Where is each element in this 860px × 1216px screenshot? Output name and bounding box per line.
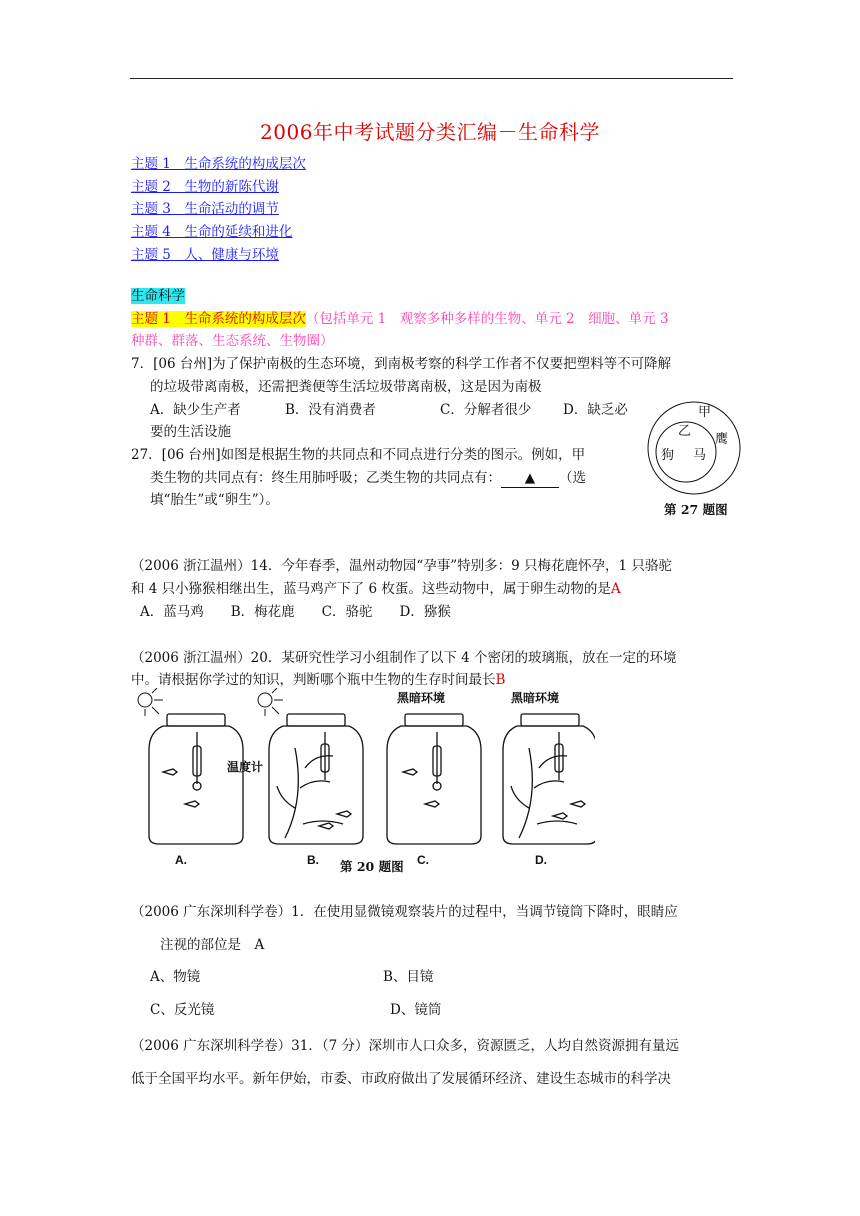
dark-label-c: 黑暗环境 (397, 691, 446, 705)
thermometer-label: 温度计 (227, 760, 264, 774)
jar-b (269, 714, 363, 844)
q27-line2-suffix: （选 (559, 470, 586, 486)
blank-triangle-mark: ▲ (524, 470, 536, 486)
section-label (131, 287, 185, 305)
jar-label-a: A. (175, 853, 187, 867)
q7-option-b: B．没有消费者 (285, 402, 376, 418)
topic-note-prefix: （包括 (305, 311, 347, 327)
section-label-text: 生命科学 (131, 288, 185, 304)
q7-line4: 要的生活设施 (150, 424, 231, 440)
q20-line2 (131, 671, 505, 689)
q7-line2: 的垃圾带离南极，还需把粪便等生活垃圾带离南极，这是因为南极 (150, 379, 542, 395)
jar-label-c: C. (417, 853, 429, 867)
q20-line2-text: 中。请根据你学过的知识，判断哪个瓶中生物的生存时间最长 (131, 672, 496, 688)
topic-title: 主题 1 生命系统的构成层次 (131, 311, 306, 327)
q20-answer: B (495, 672, 506, 688)
jar-label-b: B. (307, 853, 319, 867)
q14-answer: A (610, 581, 621, 597)
q27-line2-text: 类生物的共同点有：终生用肺呼吸；乙类生物的共同点有： (150, 470, 501, 486)
sun-icon (138, 688, 163, 716)
q7-option-a: A．缺少生产者 (150, 402, 241, 418)
classification-diagram (646, 400, 742, 496)
jar-c (387, 714, 481, 844)
q27-line2 (150, 469, 586, 488)
topic-heading (131, 310, 669, 328)
fig27-caption: 第 27 题图 (664, 502, 728, 517)
q1-option-d: D、镜筒 (390, 1002, 442, 1018)
q14-options: A．蓝马鸡 B．梅花鹿 C．骆驼 D．猕猴 (140, 604, 451, 620)
q27-line3: 填“胎生”或“卵生”）。 (150, 492, 279, 508)
jars-figure (135, 688, 595, 872)
q7-option-c: C．分解者很少 (440, 402, 532, 418)
toc-link-topic-5[interactable]: 主题 5 人、健康与环境 (131, 247, 279, 263)
q7-option-d: D．缺乏必 (563, 402, 628, 418)
toc-link-topic-1[interactable]: 主题 1 生命系统的构成层次 (131, 156, 306, 172)
toc-link-topic-3[interactable]: 主题 3 生命活动的调节 (131, 201, 279, 217)
q1-line2: 注视的部位是 A (160, 937, 265, 953)
header-rule (130, 78, 733, 79)
diagram-label-jia: 甲 (698, 405, 712, 420)
topic-note-line1: 单元 1 观察多种多样的生物、单元 2 细胞、单元 3 (346, 311, 669, 327)
q14-line1: （2006 浙江温州）14．今年春季，温州动物园“孕事”特别多：9 只梅花鹿怀孕，1 只骆驼 (131, 558, 672, 574)
diagram-label-horse: 马 (693, 448, 707, 463)
sun-icon (258, 688, 283, 716)
q14-line2-text: 和 4 只小猕猴相继出生，蓝马鸡产下了 6 枚蛋。这些动物中，属于卵生动物的是 (131, 581, 611, 597)
answer-blank (501, 469, 559, 488)
jar-label-d: D. (535, 853, 547, 867)
jar-a (149, 714, 243, 844)
jar-d (503, 714, 595, 844)
toc-link-topic-2[interactable]: 主题 2 生物的新陈代谢 (131, 179, 279, 195)
q27-line1: 27．[06 台州]如图是根据生物的共同点和不同点进行分类的图示。例如，甲 (131, 447, 586, 463)
q1-option-b: B、目镜 (383, 969, 434, 985)
toc-link-topic-4[interactable]: 主题 4 生命的延续和进化 (131, 224, 293, 240)
dark-label-d: 黑暗环境 (511, 691, 560, 705)
diagram-label-yi: 乙 (678, 424, 692, 439)
q31-line2: 低于全国平均水平。新年伊始，市委、市政府做出了发展循环经济、建设生态城市的科学决 (131, 1071, 671, 1087)
q1-option-c: C、反光镜 (150, 1002, 215, 1018)
diagram-label-dog: 狗 (661, 448, 675, 463)
q1-option-a: A、物镜 (150, 969, 201, 985)
q20-line1: （2006 浙江温州）20．某研究性学习小组制作了以下 4 个密闭的玻璃瓶，放在一定的环境 (131, 650, 677, 666)
q31-line1: （2006 广东深圳科学卷）31．（7 分）深圳市人口众多，资源匮乏，人均自然资源拥有量远 (131, 1038, 679, 1054)
diagram-label-eagle: 鹰 (715, 432, 729, 447)
q1-line1: （2006 广东深圳科学卷）1．在使用显微镜观察装片的过程中，当调节镜筒下降时，眼睛应 (131, 904, 678, 920)
q14-line2 (131, 580, 621, 598)
q7-line1: 7．[06 台州]为了保护南极的生态环境，到南极考察的科学工作者不仅要把塑料等不可降解 (131, 356, 672, 372)
fig20-caption: 第 20 题图 (340, 859, 404, 874)
page-title: 2006年中考试题分类汇编－生命科学 (260, 120, 600, 144)
topic-note-line2: 种群、群落、生态系统、生物圈） (131, 333, 334, 349)
